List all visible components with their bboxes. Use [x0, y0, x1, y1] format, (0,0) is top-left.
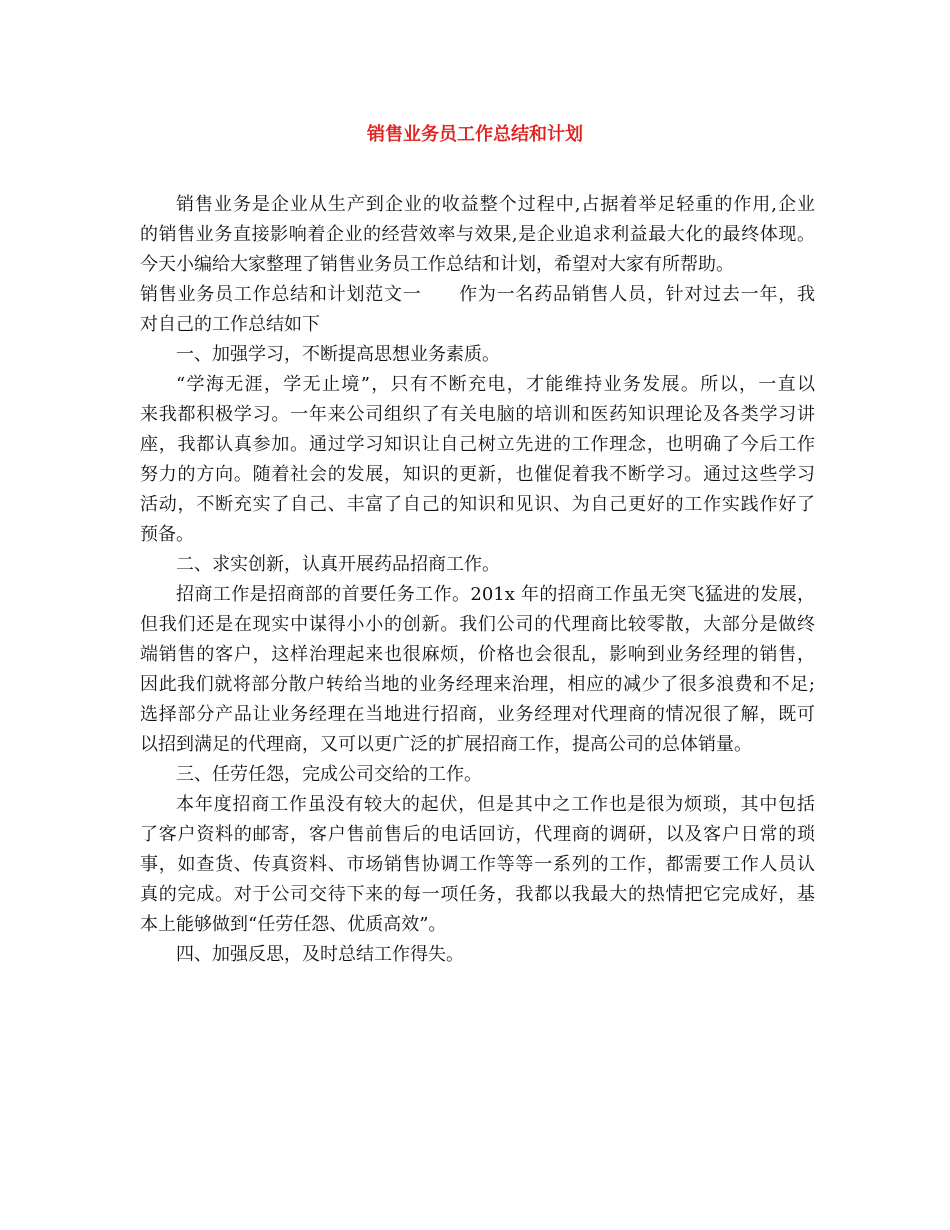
paragraph-line: 因此我们就将部分散户转给当地的业务经理来治理，相应的减少了很多浪费和不足; — [140, 674, 815, 695]
paragraph-line: 座，我都认真参加。通过学习知识让自己树立先进的工作理念，也明确了今后工作 — [140, 434, 815, 455]
section-heading: 三、任劳任怨，完成公司交给的工作。 — [176, 764, 482, 785]
paragraph-line: “学海无涯，学无止境”，只有不断充电，才能维持业务发展。所以，一直以 — [176, 374, 815, 395]
paragraph-line: 真的完成。对于公司交待下来的每一项任务，我都以我最大的热情把它完成好，基 — [140, 884, 815, 905]
section-heading: 一、加强学习，不断提高思想业务素质。 — [176, 344, 500, 365]
paragraph-line: 预备。 — [140, 524, 194, 545]
paragraph-line: 努力的方向。随着社会的发展，知识的更新，也催促着我不断学习。通过这些学习 — [140, 464, 815, 485]
paragraph-line: 来我都积极学习。一年来公司组织了有关电脑的培训和医药知识理论及各类学习讲 — [140, 404, 815, 425]
paragraph-line: 了客户资料的邮寄，客户售前售后的电话回访，代理商的调研，以及客户日常的琐 — [140, 824, 815, 845]
paragraph-line: 销售业务是企业从生产到企业的收益整个过程中,占据着举足轻重的作用,企业 — [176, 194, 815, 215]
paragraph-line: 销售业务员工作总结和计划范文一 作为一名药品销售人员，针对过去一年，我 — [140, 284, 815, 305]
paragraph-line: 今天小编给大家整理了销售业务员工作总结和计划，希望对大家有所帮助。 — [140, 254, 734, 275]
paragraph-line: 本年度招商工作虽没有较大的起伏，但是其中之工作也是很为烦琐，其中包括 — [176, 794, 815, 815]
paragraph-line: 事，如查货、传真资料、市场销售协调工作等等一系列的工作，都需要工作人员认 — [140, 854, 815, 875]
paragraph-line: 端销售的客户，这样治理起来也很麻烦，价格也会很乱，影响到业务经理的销售， — [140, 644, 815, 665]
document-body — [140, 190, 815, 970]
paragraph-line: 但我们还是在现实中谋得小小的创新。我们公司的代理商比较零散，大部分是做终 — [140, 614, 815, 635]
section-heading: 二、求实创新，认真开展药品招商工作。 — [176, 554, 500, 575]
paragraph-line: 选择部分产品让业务经理在当地进行招商，业务经理对代理商的情况很了解，既可 — [140, 704, 815, 725]
paragraph-line: 以招到满足的代理商，又可以更广泛的扩展招商工作，提高公司的总体销量。 — [140, 734, 752, 755]
paragraph-line: 招商工作是招商部的首要任务工作。201x 年的招商工作虽无突飞猛进的发展， — [176, 584, 815, 605]
paragraph-line: 的销售业务直接影响着企业的经营效率与效果,是企业追求利益最大化的最终体现。 — [140, 224, 815, 245]
document-title: 销售业务员工作总结和计划 — [367, 124, 583, 145]
section-heading: 四、加强反思，及时总结工作得失。 — [176, 944, 464, 965]
paragraph-line: 对自己的工作总结如下 — [140, 314, 320, 335]
paragraph-line: 本上能够做到“任劳任怨、优质高效”。 — [140, 914, 447, 935]
paragraph-line: 活动，不断充实了自己、丰富了自己的知识和见识、为自己更好的工作实践作好了 — [140, 494, 815, 515]
